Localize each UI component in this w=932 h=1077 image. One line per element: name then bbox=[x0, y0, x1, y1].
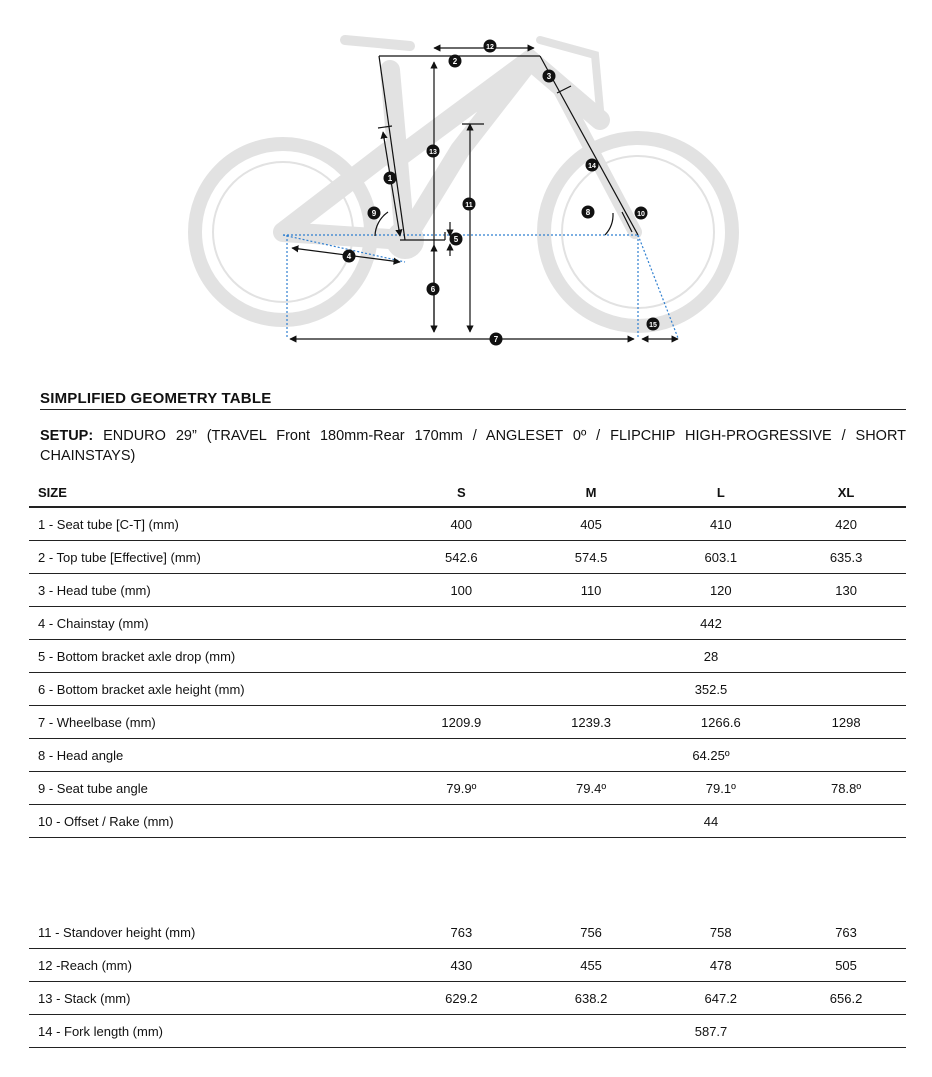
cell-m: 574.5 bbox=[527, 541, 656, 574]
setup-text: ENDURO 29” (TRAVEL Front 180mm-Rear 170mm / ANGLESET 0º / FLIPCHIP HIGH-PROGRESSIVE / SHORT CHAINSTAYS) bbox=[40, 428, 907, 464]
svg-text:6: 6 bbox=[430, 285, 436, 294]
bike-silhouette bbox=[195, 40, 732, 326]
svg-text:9: 9 bbox=[371, 209, 377, 218]
table-row bbox=[29, 541, 906, 574]
saddle bbox=[345, 40, 410, 46]
row-label: 4 - Chainstay (mm) bbox=[29, 607, 396, 640]
table-row bbox=[29, 982, 906, 1015]
table-row bbox=[29, 772, 906, 805]
cell-all-sizes bbox=[396, 805, 906, 838]
cell-l: 79.1º bbox=[655, 772, 786, 805]
svg-text:1: 1 bbox=[387, 174, 393, 183]
cell-l: 647.2 bbox=[655, 982, 786, 1015]
svg-text:13: 13 bbox=[429, 149, 437, 156]
cell-xl: 763 bbox=[786, 916, 906, 949]
callout-14 bbox=[586, 159, 599, 172]
svg-text:7: 7 bbox=[493, 335, 499, 344]
table-row bbox=[29, 1015, 906, 1048]
svg-text:11: 11 bbox=[465, 202, 473, 209]
callout-2 bbox=[449, 55, 462, 68]
cell-m: 756 bbox=[527, 916, 656, 949]
row-label: 2 - Top tube [Effective] (mm) bbox=[29, 541, 396, 574]
cell-s: 400 bbox=[396, 507, 527, 541]
header-xl: XL bbox=[786, 479, 906, 507]
geometry-table-secondary bbox=[29, 916, 906, 1048]
table-row bbox=[29, 673, 906, 706]
cell-value: 28 bbox=[703, 648, 719, 664]
cell-m: 110 bbox=[527, 574, 656, 607]
header-s: S bbox=[396, 479, 527, 507]
cell-xl: 635.3 bbox=[786, 541, 906, 574]
callout-7 bbox=[490, 333, 503, 346]
cell-m: 455 bbox=[527, 949, 656, 982]
svg-text:15: 15 bbox=[649, 322, 657, 329]
cell-l: 1266.6 bbox=[655, 706, 786, 739]
callout-12 bbox=[484, 40, 497, 53]
table-row bbox=[29, 507, 906, 541]
callout-10 bbox=[635, 207, 648, 220]
cell-s: 542.6 bbox=[396, 541, 527, 574]
cell-xl: 505 bbox=[786, 949, 906, 982]
table-row bbox=[29, 949, 906, 982]
table-row bbox=[29, 739, 906, 772]
row-label: 6 - Bottom bracket axle height (mm) bbox=[29, 673, 396, 706]
cell-s: 1209.9 bbox=[396, 706, 527, 739]
table-row bbox=[29, 574, 906, 607]
cell-l: 120 bbox=[655, 574, 786, 607]
cell-xl: 130 bbox=[786, 574, 906, 607]
cell-m: 79.4º bbox=[527, 772, 656, 805]
row-label: 9 - Seat tube angle bbox=[29, 772, 396, 805]
callout-9 bbox=[368, 207, 381, 220]
cell-all-sizes bbox=[396, 640, 906, 673]
callout-4 bbox=[343, 250, 356, 263]
row-label: 7 - Wheelbase (mm) bbox=[29, 706, 396, 739]
cell-xl: 78.8º bbox=[786, 772, 906, 805]
section-title: SIMPLIFIED GEOMETRY TABLE bbox=[40, 390, 272, 407]
row-label: 5 - Bottom bracket axle drop (mm) bbox=[29, 640, 396, 673]
callout-11 bbox=[463, 198, 476, 211]
svg-text:2: 2 bbox=[452, 57, 458, 66]
row-label: 10 - Offset / Rake (mm) bbox=[29, 805, 396, 838]
cell-xl: 1298 bbox=[786, 706, 906, 739]
bike-geometry-diagram bbox=[0, 0, 932, 360]
table-header-row bbox=[29, 479, 906, 507]
svg-text:12: 12 bbox=[486, 44, 494, 51]
cell-value: 352.5 bbox=[694, 681, 728, 697]
table-row bbox=[29, 640, 906, 673]
cell-m: 638.2 bbox=[527, 982, 656, 1015]
cell-all-sizes bbox=[396, 673, 906, 706]
cell-all-sizes bbox=[396, 607, 906, 640]
geometry-table-main bbox=[29, 479, 906, 838]
setup-description bbox=[40, 426, 906, 466]
svg-text:3: 3 bbox=[546, 72, 552, 81]
header-l: L bbox=[655, 479, 786, 507]
svg-text:5: 5 bbox=[453, 235, 459, 244]
callout-8 bbox=[582, 206, 595, 219]
row-label: 14 - Fork length (mm) bbox=[29, 1015, 396, 1048]
cell-l: 478 bbox=[655, 949, 786, 982]
row-label: 3 - Head tube (mm) bbox=[29, 574, 396, 607]
svg-text:4: 4 bbox=[346, 252, 352, 261]
callout-5 bbox=[450, 233, 463, 246]
cell-l: 758 bbox=[655, 916, 786, 949]
callout-15 bbox=[647, 318, 660, 331]
callout-1 bbox=[384, 172, 397, 185]
row-label: 13 - Stack (mm) bbox=[29, 982, 396, 1015]
cell-xl: 656.2 bbox=[786, 982, 906, 1015]
header-size: SIZE bbox=[29, 479, 396, 507]
row-label: 11 - Standover height (mm) bbox=[29, 916, 396, 949]
cell-m: 405 bbox=[527, 507, 656, 541]
cell-m: 1239.3 bbox=[527, 706, 656, 739]
table-row bbox=[29, 706, 906, 739]
callout-13 bbox=[427, 145, 440, 158]
cell-s: 763 bbox=[396, 916, 527, 949]
callout-3 bbox=[543, 70, 556, 83]
cell-value: 587.7 bbox=[694, 1023, 728, 1039]
cell-value: 44 bbox=[703, 813, 719, 829]
cell-s: 79.9º bbox=[396, 772, 527, 805]
header-m: M bbox=[527, 479, 656, 507]
callout-6 bbox=[427, 283, 440, 296]
cell-all-sizes bbox=[396, 1015, 906, 1048]
row-label: 12 -Reach (mm) bbox=[29, 949, 396, 982]
cell-value: 442 bbox=[700, 615, 722, 631]
svg-text:10: 10 bbox=[637, 211, 645, 218]
cell-s: 100 bbox=[396, 574, 527, 607]
cell-l: 410 bbox=[655, 507, 786, 541]
cell-s: 629.2 bbox=[396, 982, 527, 1015]
row-label: 1 - Seat tube [C-T] (mm) bbox=[29, 507, 396, 541]
title-divider bbox=[40, 409, 906, 410]
table-row bbox=[29, 607, 906, 640]
svg-text:8: 8 bbox=[585, 208, 591, 217]
table-row bbox=[29, 916, 906, 949]
cell-value: 64.25º bbox=[692, 747, 730, 763]
cell-l: 603.1 bbox=[655, 541, 786, 574]
cell-s: 430 bbox=[396, 949, 527, 982]
cell-xl: 420 bbox=[786, 507, 906, 541]
svg-text:14: 14 bbox=[588, 163, 596, 170]
setup-label: SETUP: bbox=[40, 428, 94, 444]
table-row bbox=[29, 805, 906, 838]
row-label: 8 - Head angle bbox=[29, 739, 396, 772]
cell-all-sizes bbox=[396, 739, 906, 772]
